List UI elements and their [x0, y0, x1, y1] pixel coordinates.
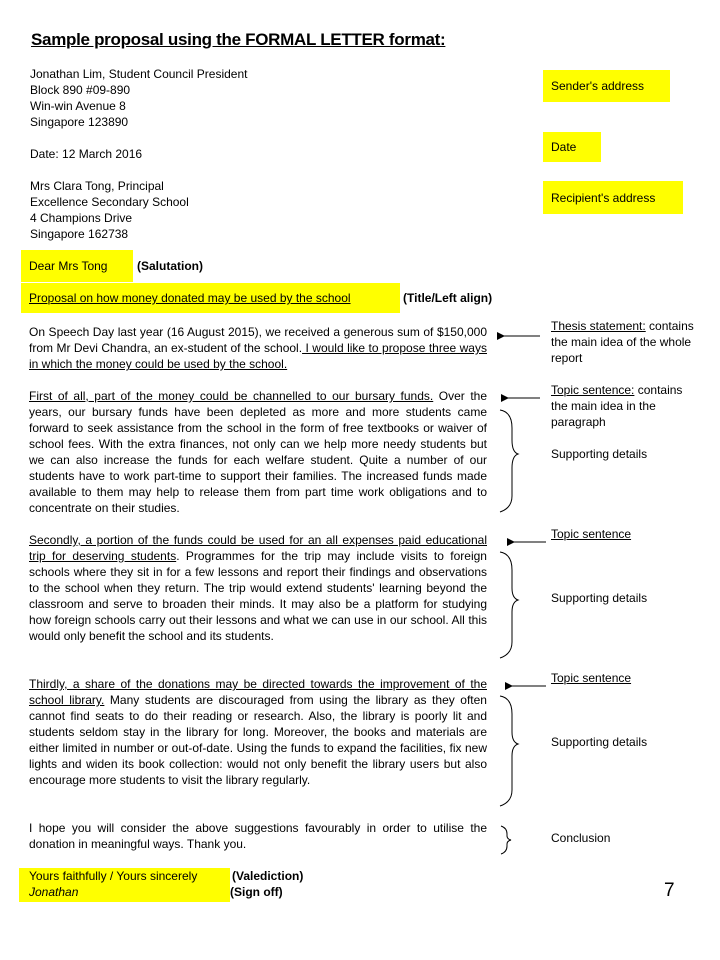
intro-text: On Speech Day last year (16 August 2015), we received a generous sum of $150,000 from Mr Devi Chandra, an ex-student of the school.: [29, 325, 487, 355]
heading-label: (Title/Left align): [403, 291, 493, 305]
note-conclusion: Conclusion: [551, 831, 611, 845]
signoff-text: Jonathan: [29, 885, 79, 899]
note-supporting-2: Supporting details: [551, 591, 648, 605]
proposal-heading: Proposal on how money donated may be used by the school: [29, 291, 351, 305]
salutation-text: Dear Mrs Tong: [29, 259, 108, 273]
supporting-details-2: . Programmes for the trip may include visits to foreign schools where they sit in for a few lessons and report their findings and observations to the school when they return. The trip would extend students' learning beyond the classroom and serve to broaden their minds. It may also be a platform for studying how foreign schools carry out their lessons and what we can use in our school. All this would only benefit the school and its students.: [29, 549, 487, 643]
note-topic-2: Topic sentence: [551, 527, 632, 541]
brace-supporting-3: [500, 696, 518, 806]
supporting-details-1: Over the years, our bursary funds have been depleted as more and more students came forward to seek assistance from the school in the form of free textbooks or waiver of school fees. With the extra finances, not only can we help more needy students but we can also increase the funds for each welfare student. Quite a number of our students have to work part-time to support their families. The increased funds made available to them may help to release them from part time work obligations and to concentrate on their studies.: [29, 389, 488, 515]
sender-address-label-text: Sender's address: [551, 79, 645, 93]
topic-sentence-1: First of all, part of the money could be channelled to our bursary funds.: [29, 389, 434, 403]
note-thesis-heading: Thesis statement:: [551, 319, 646, 333]
valediction-text: Yours faithfully / Yours sincerely: [29, 869, 198, 883]
conclusion-text: I hope you will consider the above suggestions favourably in order to utilise the donation in meaningful ways. Thank you.: [29, 821, 487, 851]
recipient-line: 4 Champions Drive: [30, 211, 133, 225]
salutation-label: (Salutation): [137, 259, 203, 273]
topic-sentence-2: Secondly, a portion of the funds could be used for an all expenses paid educational trip for deserving students: [29, 533, 487, 563]
supporting-details-3: Many students are discouraged from using the library as they often cannot find seats to do their reading or research. Also, the library is poorly lit and students seldom stay in the library for long. Moreover, the books and materials are either limited in number or out-of-date. Using the funds to expand the facilities, fix new lights and widen its book collection: would not only benefit the library users but also encourage more students to visit the library regularly.: [29, 693, 487, 787]
brace-supporting-2: [500, 552, 518, 658]
recipient-line: Mrs Clara Tong, Principal: [30, 179, 164, 193]
note-topic-3: Topic sentence: [551, 671, 632, 685]
sender-line: Singapore 123890: [30, 115, 129, 129]
topic-sentence-3: Thirdly, a share of the donations may be directed towards the improvement of the school library.: [29, 677, 487, 707]
note-topic-1-desc: contains the main idea in the paragraph: [551, 383, 683, 429]
date-label-text: Date: [551, 140, 577, 154]
recipient-line: Excellence Secondary School: [30, 195, 189, 209]
note-supporting-3: Supporting details: [551, 735, 648, 749]
sender-line: Win-win Avenue 8: [30, 99, 126, 113]
brace-supporting-1: [500, 410, 518, 512]
page-number: 7: [664, 880, 675, 901]
thesis-statement: I would like to propose three ways in which the money could be used by the school.: [29, 341, 487, 371]
valediction-label: (Valediction): [232, 869, 304, 883]
recipient-line: Singapore 162738: [30, 227, 129, 241]
page-title: Sample proposal using the FORMAL LETTER format:: [31, 30, 446, 49]
letter-date: Date: 12 March 2016: [30, 147, 143, 161]
note-topic-1-heading: Topic sentence:: [551, 383, 635, 397]
note-thesis-desc: contains the main idea of the whole report: [551, 319, 694, 365]
note-supporting-1: Supporting details: [551, 447, 648, 461]
signoff-label: (Sign off): [230, 885, 283, 899]
sender-line: Jonathan Lim, Student Council President: [30, 67, 248, 81]
brace-conclusion: [501, 826, 511, 854]
recipient-address-label-text: Recipient's address: [551, 190, 656, 205]
sender-line: Block 890 #09-890: [30, 83, 131, 97]
